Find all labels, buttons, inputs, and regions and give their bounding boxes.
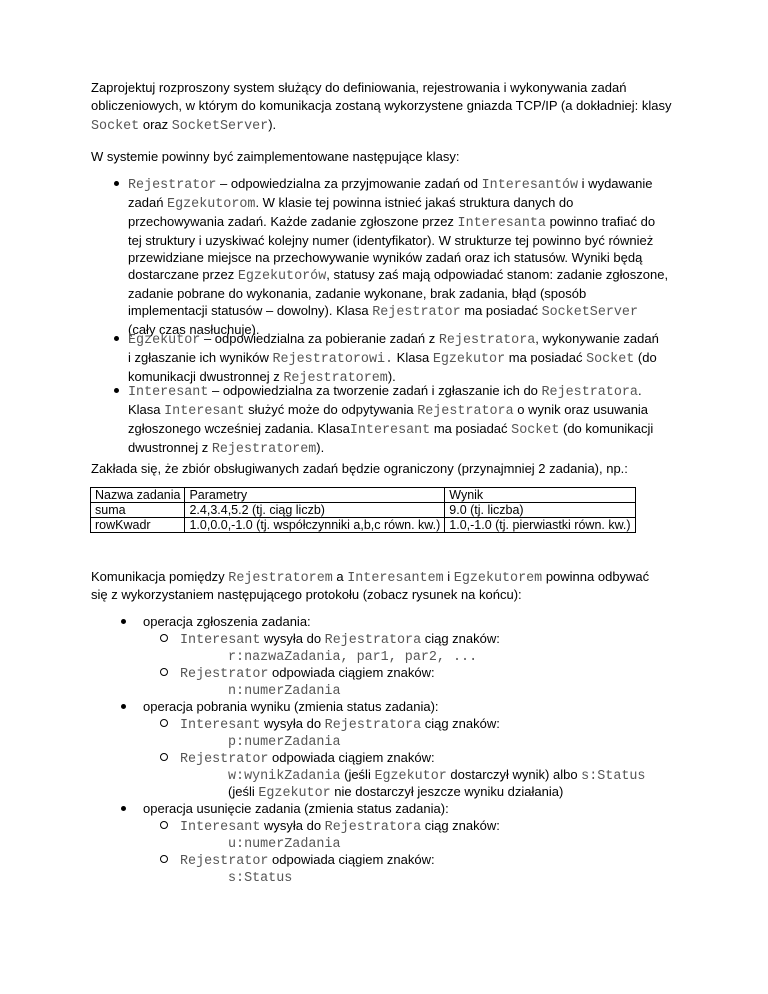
text: – odpowiedzialna za przyjmowanie zadań od (216, 176, 482, 191)
text: operacja pobrania wyniku (zmienia status zadania): (143, 699, 439, 714)
text: zgłoszonego wcześniej zadania. Klasa (128, 421, 350, 436)
bullet-dot-icon (121, 619, 126, 624)
code: Rejestrator (128, 178, 217, 193)
code: Rejestratorem (283, 371, 388, 386)
code: Egzekutorom (167, 197, 256, 212)
code: Egzekutorem (453, 571, 543, 586)
code: Interesantem (347, 571, 444, 586)
code: Interesanta (457, 216, 546, 231)
intro-text: Zaprojektuj rozproszony system służący do definiowania, rejestrowania i wykonywania zadań (91, 80, 627, 95)
text: przewidziane miejsce na przechowywanie wyników zadań oraz ich statusów. Wyniki będą (128, 250, 643, 265)
text: wysyła do (260, 716, 325, 731)
text: (jeśli (228, 784, 259, 799)
intro-text: obliczeniowych, w którym do komunikacja zostaną wykorzystene gniazda TCP/IP (a dokładniej: klasy (91, 98, 672, 113)
text: komunikacji dwustronnej z (128, 369, 284, 384)
text: oraz (142, 117, 169, 132)
text: (do komunikacji (559, 421, 654, 436)
table-cell: 1.0,0.0,-1.0 (tj. współczynniki a,b,c równ. kw.) (185, 518, 445, 533)
protocol-op3 (143, 800, 449, 817)
code: Rejestratora (541, 385, 638, 400)
text: ma posiadać (430, 421, 512, 436)
text: – odpowiedzialna za pobieranie zadań z (200, 331, 439, 346)
tasks-table (90, 487, 636, 533)
table-cell: 9.0 (tj. liczba) (445, 503, 635, 518)
code: s:Status (581, 769, 646, 784)
code-socket: Socket (91, 119, 140, 134)
code: Egzekutorów (237, 269, 327, 284)
intro-line-3 (91, 116, 681, 135)
code: w:wynikZadania (228, 769, 341, 784)
circle-bullet-icon (160, 821, 168, 829)
code: Rejestratorowi. (272, 352, 394, 367)
bullet-dot-icon (121, 806, 126, 811)
text: . (637, 383, 642, 398)
code: Rejestrator (372, 305, 461, 320)
text: ). (316, 440, 325, 455)
text: i zgłaszanie ich wyników (128, 350, 273, 365)
text: przechowywania zadań. Każde zadanie zgłoszone przez (128, 214, 458, 229)
text: ). (268, 117, 277, 132)
code: p:numerZadania (228, 735, 341, 750)
comm-line-1 (91, 568, 681, 587)
code: Egzekutor (128, 333, 201, 348)
text: wysyła do (260, 818, 325, 833)
text: dostarczył wynik) albo (446, 767, 582, 782)
intro-line-1 (91, 79, 681, 96)
text: dostarczane przez (128, 267, 238, 282)
table-cell: Nazwa zadania (91, 488, 185, 503)
text: a (332, 569, 348, 584)
protocol-step (160, 851, 435, 870)
text: i wydawanie (578, 176, 653, 191)
text: odpowiada ciągiem znaków: (268, 665, 435, 680)
code: n:numerZadania (228, 684, 341, 699)
table-row (91, 518, 636, 533)
text: o wynik oraz usuwania (513, 402, 649, 417)
code: r:nazwaZadania, par1, par2, ... (228, 650, 478, 665)
protocol-code (228, 868, 292, 887)
code-socketserver: SocketServer (171, 119, 269, 134)
text: Klasa (393, 350, 433, 365)
text: wysyła do (260, 631, 325, 646)
text: operacja usunięcie zadania (zmienia status zadania): (143, 801, 449, 816)
text: odpowiada ciągiem znaków: (268, 750, 435, 765)
code: Interesant (180, 633, 261, 648)
code: s:Status (228, 871, 293, 886)
code: Socket (511, 423, 560, 438)
text: powinna odbywać (542, 569, 650, 584)
bullet-dot-icon (121, 704, 126, 709)
text: Komunikacja pomiędzy (91, 569, 229, 584)
text: , wykonywanie zadań (535, 331, 659, 346)
text: tej struktury i uzyskiwać kolejny numer (identyfikator). W strukturze tej powinno być również (128, 233, 654, 248)
code: Rejestratora (324, 718, 422, 733)
text: ma posiadać (460, 303, 542, 318)
code: Rejestratora (438, 333, 536, 348)
text: powinno trafiać do (545, 214, 656, 229)
bullet-rejestrator (128, 175, 688, 338)
code: Rejestratora (417, 404, 514, 419)
code: Socket (586, 352, 635, 367)
text: zadanie pobrane do wykonania, zadanie wykonane, brak zadania, błąd (sposób (128, 286, 587, 301)
code: Rejestratorem (211, 442, 317, 457)
bullet-dot-icon (114, 336, 119, 341)
classes-intro: W systemie powinny być zaimplementowane następujące klasy: (91, 149, 460, 164)
code: Rejestrator (180, 752, 269, 767)
code: Egzekutor (432, 352, 506, 367)
code: u:numerZadania (228, 837, 341, 852)
text: ma posiadać (505, 350, 587, 365)
text: ciąg znaków: (421, 716, 500, 731)
code: Interesant (180, 718, 261, 733)
table-cell: Wynik (445, 488, 635, 503)
text: (cały czas nasłuchuje). (128, 322, 260, 337)
intro-line-2 (91, 97, 681, 114)
table-cell: 2.4,3.4,5.2 (tj. ciąg liczb) (185, 503, 445, 518)
protocol-op1 (143, 613, 311, 630)
code: Rejestratora (324, 633, 422, 648)
tasks-intro: Zakłada się, że zbiór obsługiwanych zadań będzie ograniczony (przynajmniej 2 zadania), np.: (91, 461, 628, 476)
table-cell: suma (91, 503, 185, 518)
text: operacja zgłoszenia zadania: (143, 614, 311, 629)
code: SocketServer (541, 305, 639, 320)
code: Egzekutor (258, 786, 331, 801)
circle-bullet-icon (160, 753, 168, 761)
table-cell: 1.0,-1.0 (tj. pierwiastki równ. kw.) (445, 518, 635, 533)
text: dwustronnej z (128, 440, 212, 455)
circle-bullet-icon (160, 634, 168, 642)
bullet-egzekutor (128, 330, 688, 387)
code: Rejestratora (324, 820, 422, 835)
text: (do (634, 350, 657, 365)
comm-line-2: się z wykorzystaniem następującego protokołu (zobacz rysunek na końcu): (91, 587, 522, 602)
code: Interesant (128, 385, 209, 400)
text: zadań (128, 195, 168, 210)
code: Interesant (164, 404, 245, 419)
circle-bullet-icon (160, 719, 168, 727)
bullet-interesant (128, 382, 688, 458)
text: Klasa (128, 402, 165, 417)
table-cell: Parametry (185, 488, 445, 503)
table-row (91, 488, 636, 503)
text: ). (387, 369, 396, 384)
code: Rejestrator (180, 667, 269, 682)
code: Rejestrator (180, 854, 269, 869)
bullet-dot-icon (114, 181, 119, 186)
text: . W klasie tej powinna istnieć jakaś struktura danych do (255, 195, 574, 210)
code: Interesant (349, 423, 431, 438)
code: Rejestratorem (228, 571, 333, 586)
table-cell: rowKwadr (91, 518, 185, 533)
text: , statusy zaś mają odpowiadać stanom: zadanie zgłoszone, (326, 267, 669, 282)
text: – odpowiedzialna za tworzenie zadań i zgłaszanie ich do (208, 383, 542, 398)
code: Egzekutor (374, 769, 447, 784)
text: (jeśli (340, 767, 375, 782)
circle-bullet-icon (160, 668, 168, 676)
text: nie dostarczył jeszcze wyniku działania) (330, 784, 564, 799)
text: ciąg znaków: (421, 631, 500, 646)
code: Interesant (180, 820, 261, 835)
text: odpowiada ciągiem znaków: (268, 852, 435, 867)
text: i (443, 569, 454, 584)
bullet-dot-icon (114, 388, 119, 393)
circle-bullet-icon (160, 855, 168, 863)
text: służyć może do odpytywania (244, 402, 418, 417)
text: implementacji statusów – dowolny). Klasa (128, 303, 373, 318)
code: Interesantów (481, 178, 579, 193)
table-row (91, 503, 636, 518)
protocol-op2 (143, 698, 439, 715)
text: ciąg znaków: (421, 818, 500, 833)
